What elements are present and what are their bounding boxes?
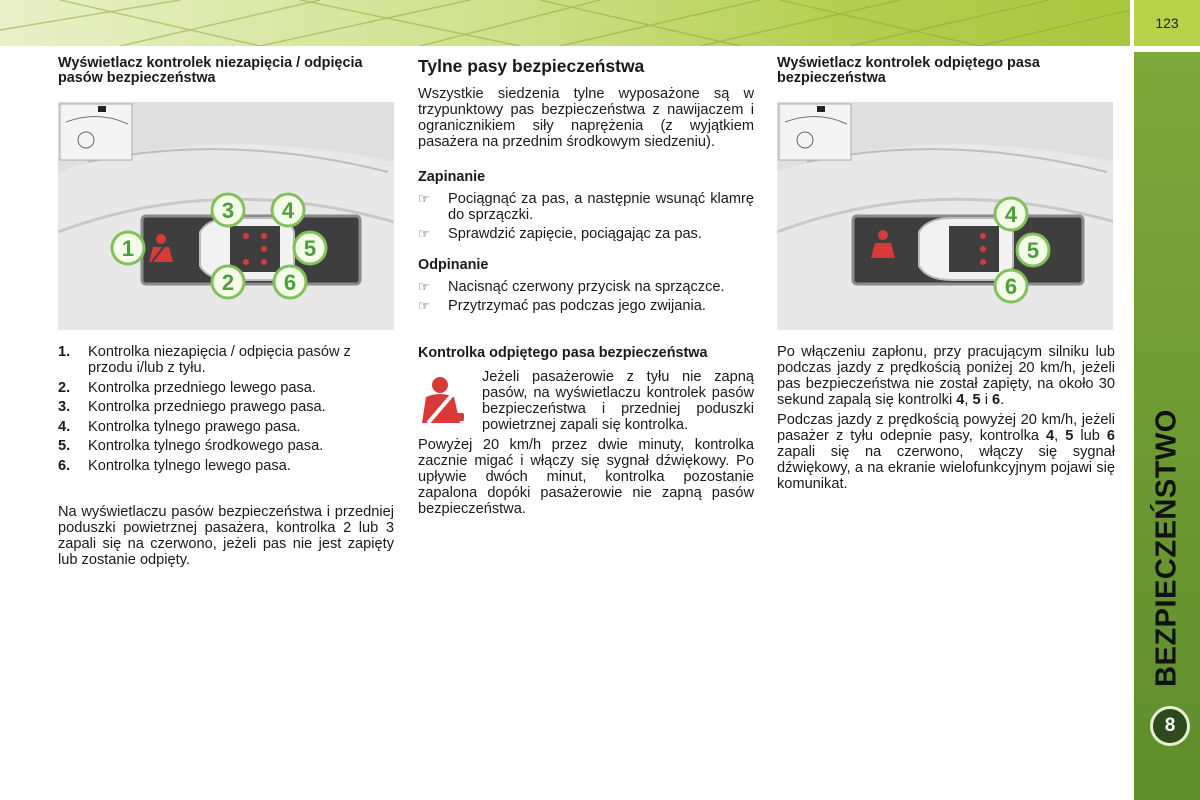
callout-label: 6	[283, 270, 297, 295]
left-heading: Wyświetlacz kontrolek niezapięcia / odpięcia pasów bezpieczeństwa	[58, 55, 363, 86]
list-text: Kontrolka przedniego prawego pasa.	[88, 399, 326, 415]
list-text: Przytrzymać pas podczas jego zwijania.	[448, 298, 706, 314]
callout-5	[294, 232, 326, 264]
warning-text: Jeżeli pasażerowie z tyłu nie zapną pasów, na wyświetlaczu kontrolek pasów bezpieczeństwa i przedniej poduszki powietrznej zapali się kontrolka.	[482, 369, 754, 433]
chapter-title: BEZPIECZEŃSTWO	[1150, 409, 1183, 687]
list-item	[58, 399, 394, 415]
callout-1	[112, 232, 144, 264]
list-number: 6.	[58, 457, 71, 474]
right-figure	[777, 102, 1113, 330]
pointing-hand-icon: ☞	[418, 279, 430, 294]
text-run: Podczas jazdy z prędkością powyżej 20 km/h, jeżeli pasażer z tyłu odepnie pasy, kontrolka	[777, 412, 1115, 444]
text-run: lub	[1073, 428, 1107, 444]
callout-label: 5	[1026, 238, 1040, 263]
list-text: Kontrolka tylnego prawego pasa.	[88, 418, 301, 435]
left-paragraph: Na wyświetlaczu pasów bezpieczeństwa i przedniej poduszki powietrznej pasażera, kontrolka 2 lub 3 zapali się na czerwono, jeżeli pas nie jest zapięty lub zostanie odpięty.	[58, 503, 394, 568]
text-run: i	[980, 392, 992, 408]
list-item	[58, 380, 394, 396]
callout-label: 6	[1004, 274, 1018, 299]
warning-heading: Kontrolka odpiętego pasa bezpieczeństwa	[418, 345, 708, 361]
left-figure	[58, 102, 394, 330]
zapinanie-list	[418, 191, 754, 242]
list-item	[418, 298, 754, 314]
callout-6	[274, 266, 306, 298]
list-item	[418, 279, 754, 295]
right-column	[777, 56, 1115, 496]
callout-4	[272, 194, 304, 226]
pointing-hand-icon: ☞	[418, 226, 430, 241]
list-number: 5.	[58, 438, 71, 454]
callout-label: 5	[303, 236, 317, 261]
list-number: 2.	[58, 379, 71, 396]
bold-ref: 5	[1065, 428, 1074, 444]
list-item	[58, 344, 394, 376]
bold-ref: 4	[956, 392, 965, 408]
list-text: Kontrolka przedniego lewego pasa.	[88, 379, 316, 396]
bold-ref: 6	[1106, 428, 1115, 444]
odpinanie-heading: Odpinanie	[418, 257, 489, 273]
callout-label: 4	[1004, 202, 1018, 227]
list-text: Sprawdzić zapięcie, pociągając za pas.	[448, 226, 702, 242]
zapinanie-heading: Zapinanie	[418, 169, 486, 185]
bold-ref: 4	[1046, 428, 1055, 444]
seatbelt-display-illustration	[58, 102, 394, 330]
callout-label: 1	[121, 236, 135, 261]
list-text: Kontrolka tylnego środkowego pasa.	[88, 438, 324, 454]
car-top-view-icon	[919, 218, 1013, 280]
text-run: .	[1000, 392, 1005, 408]
right-heading: Wyświetlacz kontrolek odpiętego pasa bezpieczeństwa	[777, 55, 1040, 86]
text-run: ,	[964, 392, 973, 408]
left-column	[58, 56, 394, 572]
warning-block	[418, 369, 754, 437]
banner-decoration	[0, 0, 1130, 46]
list-number: 3.	[58, 399, 71, 415]
odpinanie-list	[418, 279, 754, 314]
rear-seatbelt-display-illustration	[777, 102, 1113, 330]
list-item	[58, 458, 394, 474]
right-paragraph-1	[777, 344, 1115, 408]
right-paragraph-2	[777, 412, 1115, 492]
callout-5	[1017, 234, 1049, 266]
list-number: 1.	[58, 344, 71, 360]
middle-intro: Wszystkie siedzenia tylne wyposażone są w trzypunktowy pas bezpieczeństwa z nawijaczem i ogranicznikiem siły naprężenia (z wyjątkiem pasażera na przednim środkowym siedzeniu).	[418, 86, 754, 150]
list-text: Pociągnąć za pas, a następnie wsunąć klamrę do sprzączki.	[448, 191, 754, 223]
callout-3	[212, 194, 244, 226]
pointing-hand-icon: ☞	[418, 191, 430, 206]
list-item	[58, 438, 394, 454]
text-run: ,	[1054, 428, 1066, 444]
pointing-hand-icon: ☞	[418, 298, 430, 313]
list-text: Kontrolka niezapięcia / odpięcia pasów z przodu i/lub z tyłu.	[88, 344, 351, 376]
middle-column	[418, 56, 754, 521]
text-run: Po włączeniu zapłonu, przy pracującym silniku lub podczas jazdy z prędkością poniżej 20 km/h, jeżeli pas bezpieczeństwa nie został zapięty, na około 30 sekund zapalą się kontrolki	[777, 344, 1115, 408]
list-item	[58, 419, 394, 435]
middle-heading: Tylne pasy bezpieczeństwa	[418, 56, 645, 76]
callout-label: 3	[221, 198, 235, 223]
callout-label: 4	[281, 198, 295, 223]
callout-6	[995, 270, 1027, 302]
callout-4	[995, 198, 1027, 230]
list-item	[418, 191, 754, 223]
page-number: 123	[1134, 0, 1200, 46]
seatbelt-alert-icon	[418, 373, 476, 429]
callout-2	[212, 266, 244, 298]
list-text: Kontrolka tylnego lewego pasa.	[88, 457, 291, 474]
chapter-number-badge: 8	[1150, 706, 1190, 746]
list-text: Nacisnąć czerwony przycisk na sprzączce.	[448, 279, 725, 295]
bold-ref: 6	[992, 392, 1001, 408]
indicator-list	[58, 344, 394, 474]
list-item	[418, 226, 754, 242]
bold-ref: 5	[972, 392, 981, 408]
text-run: zapali się na czerwono, włączy się sygnał dźwiękowy, a na ekranie wielofunkcyjnym pojawi się komunikat.	[777, 444, 1115, 492]
callout-label: 2	[221, 270, 235, 295]
list-number: 4.	[58, 418, 71, 435]
header-banner	[0, 0, 1130, 46]
warning-text-2: Powyżej 20 km/h przez dwie minuty, kontrolka zacznie migać i włączy się sygnał dźwiękowy. Po upływie dwóch minut, kontrolka pozostanie zapalona dopóki pasażerowie nie zapną pasów bezpieczeństwa.	[418, 437, 754, 517]
